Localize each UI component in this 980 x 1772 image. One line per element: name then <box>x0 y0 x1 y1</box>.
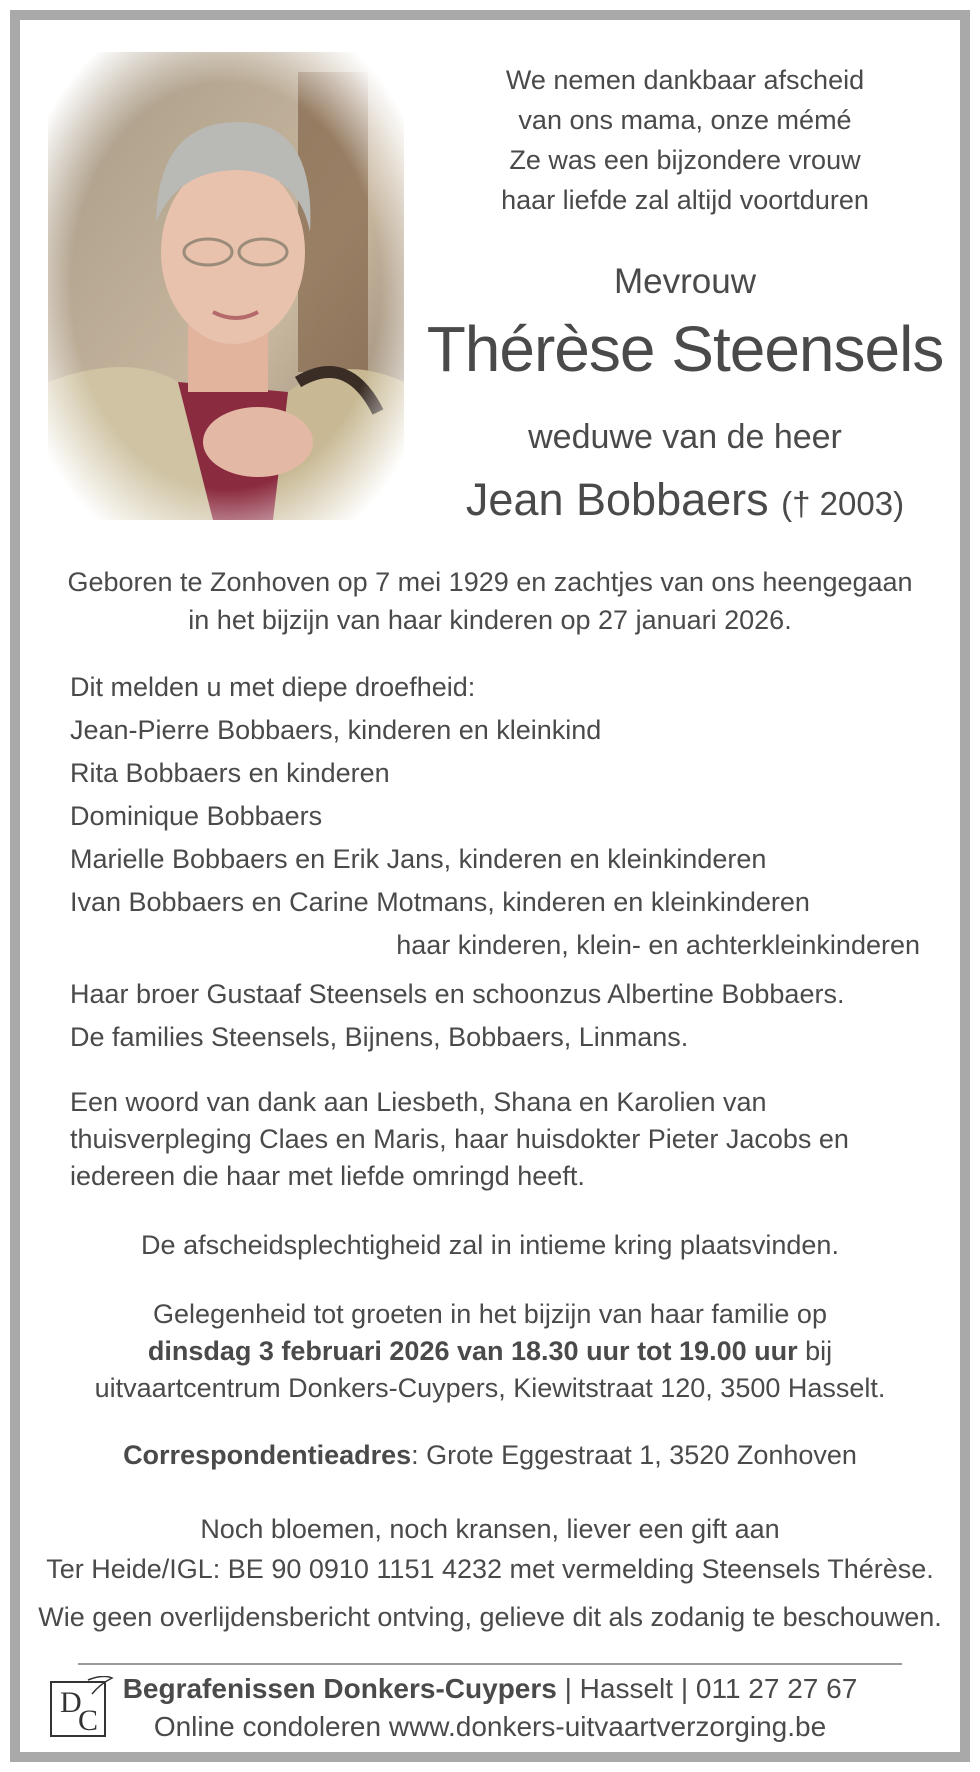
intro-line: van ons mama, onze mémé <box>518 105 852 135</box>
online-condolence-link[interactable]: Online condoleren www.donkers-uitvaartverzorging.be <box>153 1711 827 1742</box>
funeral-home-logo-icon <box>48 1676 114 1742</box>
portrait-photo <box>48 52 404 520</box>
born-line: Geboren te Zonhoven op 7 mei 1929 en zachtjes van ons heengegaan <box>67 567 913 597</box>
svg-text:C: C <box>78 1704 99 1737</box>
visit-location: uitvaartcentrum Donkers-Cuypers, Kiewitstraat 120, 3500 Hasselt. <box>94 1373 886 1403</box>
funeral-home-line <box>110 1670 870 1708</box>
thanks-line: iedereen die haar met liefde omringd heeft. <box>70 1161 585 1191</box>
footer-divider <box>78 1663 902 1665</box>
intro-line: Ze was een bijzondere vrouw <box>509 145 861 175</box>
funeral-home-name: Begrafenissen Donkers-Cuypers <box>122 1673 557 1704</box>
gift-line: Ter Heide/IGL: BE 90 0910 1151 4232 met vermelding Steensels Thérèse. <box>46 1554 934 1584</box>
correspondence-address <box>30 1440 950 1471</box>
visit-datetime: dinsdag 3 februari 2026 van 18.30 uur tot 19.00 uur <box>147 1336 798 1366</box>
intro-verse <box>450 60 920 220</box>
funeral-home-footer <box>110 1670 870 1746</box>
mourner-line: Dominique Bobbaers <box>70 801 323 831</box>
svg-text:D: D <box>60 1686 82 1719</box>
correspondence-value: : Grote Eggestraat 1, 3520 Zonhoven <box>411 1440 857 1470</box>
born-line: in het bijzijn van haar kinderen op 27 januari 2026. <box>188 605 792 635</box>
deceased-name: Thérèse Steensels <box>426 313 944 385</box>
honorific: Mevrouw <box>614 262 756 301</box>
thanks-paragraph <box>70 1084 930 1195</box>
notice-line: Wie geen overlijdensbericht ontving, gelieve dit als zodanig te beschouwen. <box>38 1602 942 1632</box>
mourner-line: Marielle Bobbaers en Erik Jans, kinderen en kleinkinderen <box>70 844 767 874</box>
family-list <box>70 973 930 1059</box>
thanks-line: Een woord van dank aan Liesbeth, Shana en Karolien van <box>70 1087 767 1117</box>
family-line: Haar broer Gustaaf Steensels en schoonzus Albertine Bobbaers. <box>70 979 845 1009</box>
birth-death-statement <box>40 563 940 639</box>
mourners-summary: haar kinderen, klein- en achterkleinkinderen <box>396 930 920 960</box>
correspondence-label: Correspondentieadres <box>123 1440 412 1470</box>
intro-line: haar liefde zal altijd voortduren <box>501 185 869 215</box>
funeral-home-contact: | Hasselt | 011 27 27 67 <box>556 1673 858 1704</box>
visit-after: bij <box>797 1336 833 1366</box>
visit-datetime-line <box>30 1333 950 1370</box>
visitation-info <box>30 1296 950 1407</box>
mourners-intro: Dit melden u met diepe droefheid: <box>70 672 476 702</box>
visit-line: Gelegenheid tot groeten in het bijzijn van haar familie op <box>153 1299 827 1329</box>
intro-line: We nemen dankbaar afscheid <box>505 65 865 95</box>
husband-line <box>440 474 930 526</box>
thanks-line: thuisverpleging Claes en Maris, haar huisdokter Pieter Jacobs en <box>70 1124 849 1154</box>
gift-line: Noch bloemen, noch kransen, liever een gift aan <box>200 1514 780 1544</box>
family-line: De families Steensels, Bijnens, Bobbaers, Linmans. <box>70 1022 689 1052</box>
husband-name: Jean Bobbaers <box>465 474 769 525</box>
mourner-line: Jean-Pierre Bobbaers, kinderen en kleinkind <box>70 715 602 745</box>
mourners-list <box>70 666 930 967</box>
widow-line: weduwe van de heer <box>528 418 842 456</box>
ceremony-note: De afscheidsplechtigheid zal in intieme kring plaatsvinden. <box>141 1230 839 1260</box>
gift-info <box>20 1509 960 1589</box>
mourner-line: Ivan Bobbaers en Carine Motmans, kinderen en kleinkinderen <box>70 887 810 917</box>
husband-death-year: († 2003) <box>781 485 905 522</box>
mourner-line: Rita Bobbaers en kinderen <box>70 758 390 788</box>
